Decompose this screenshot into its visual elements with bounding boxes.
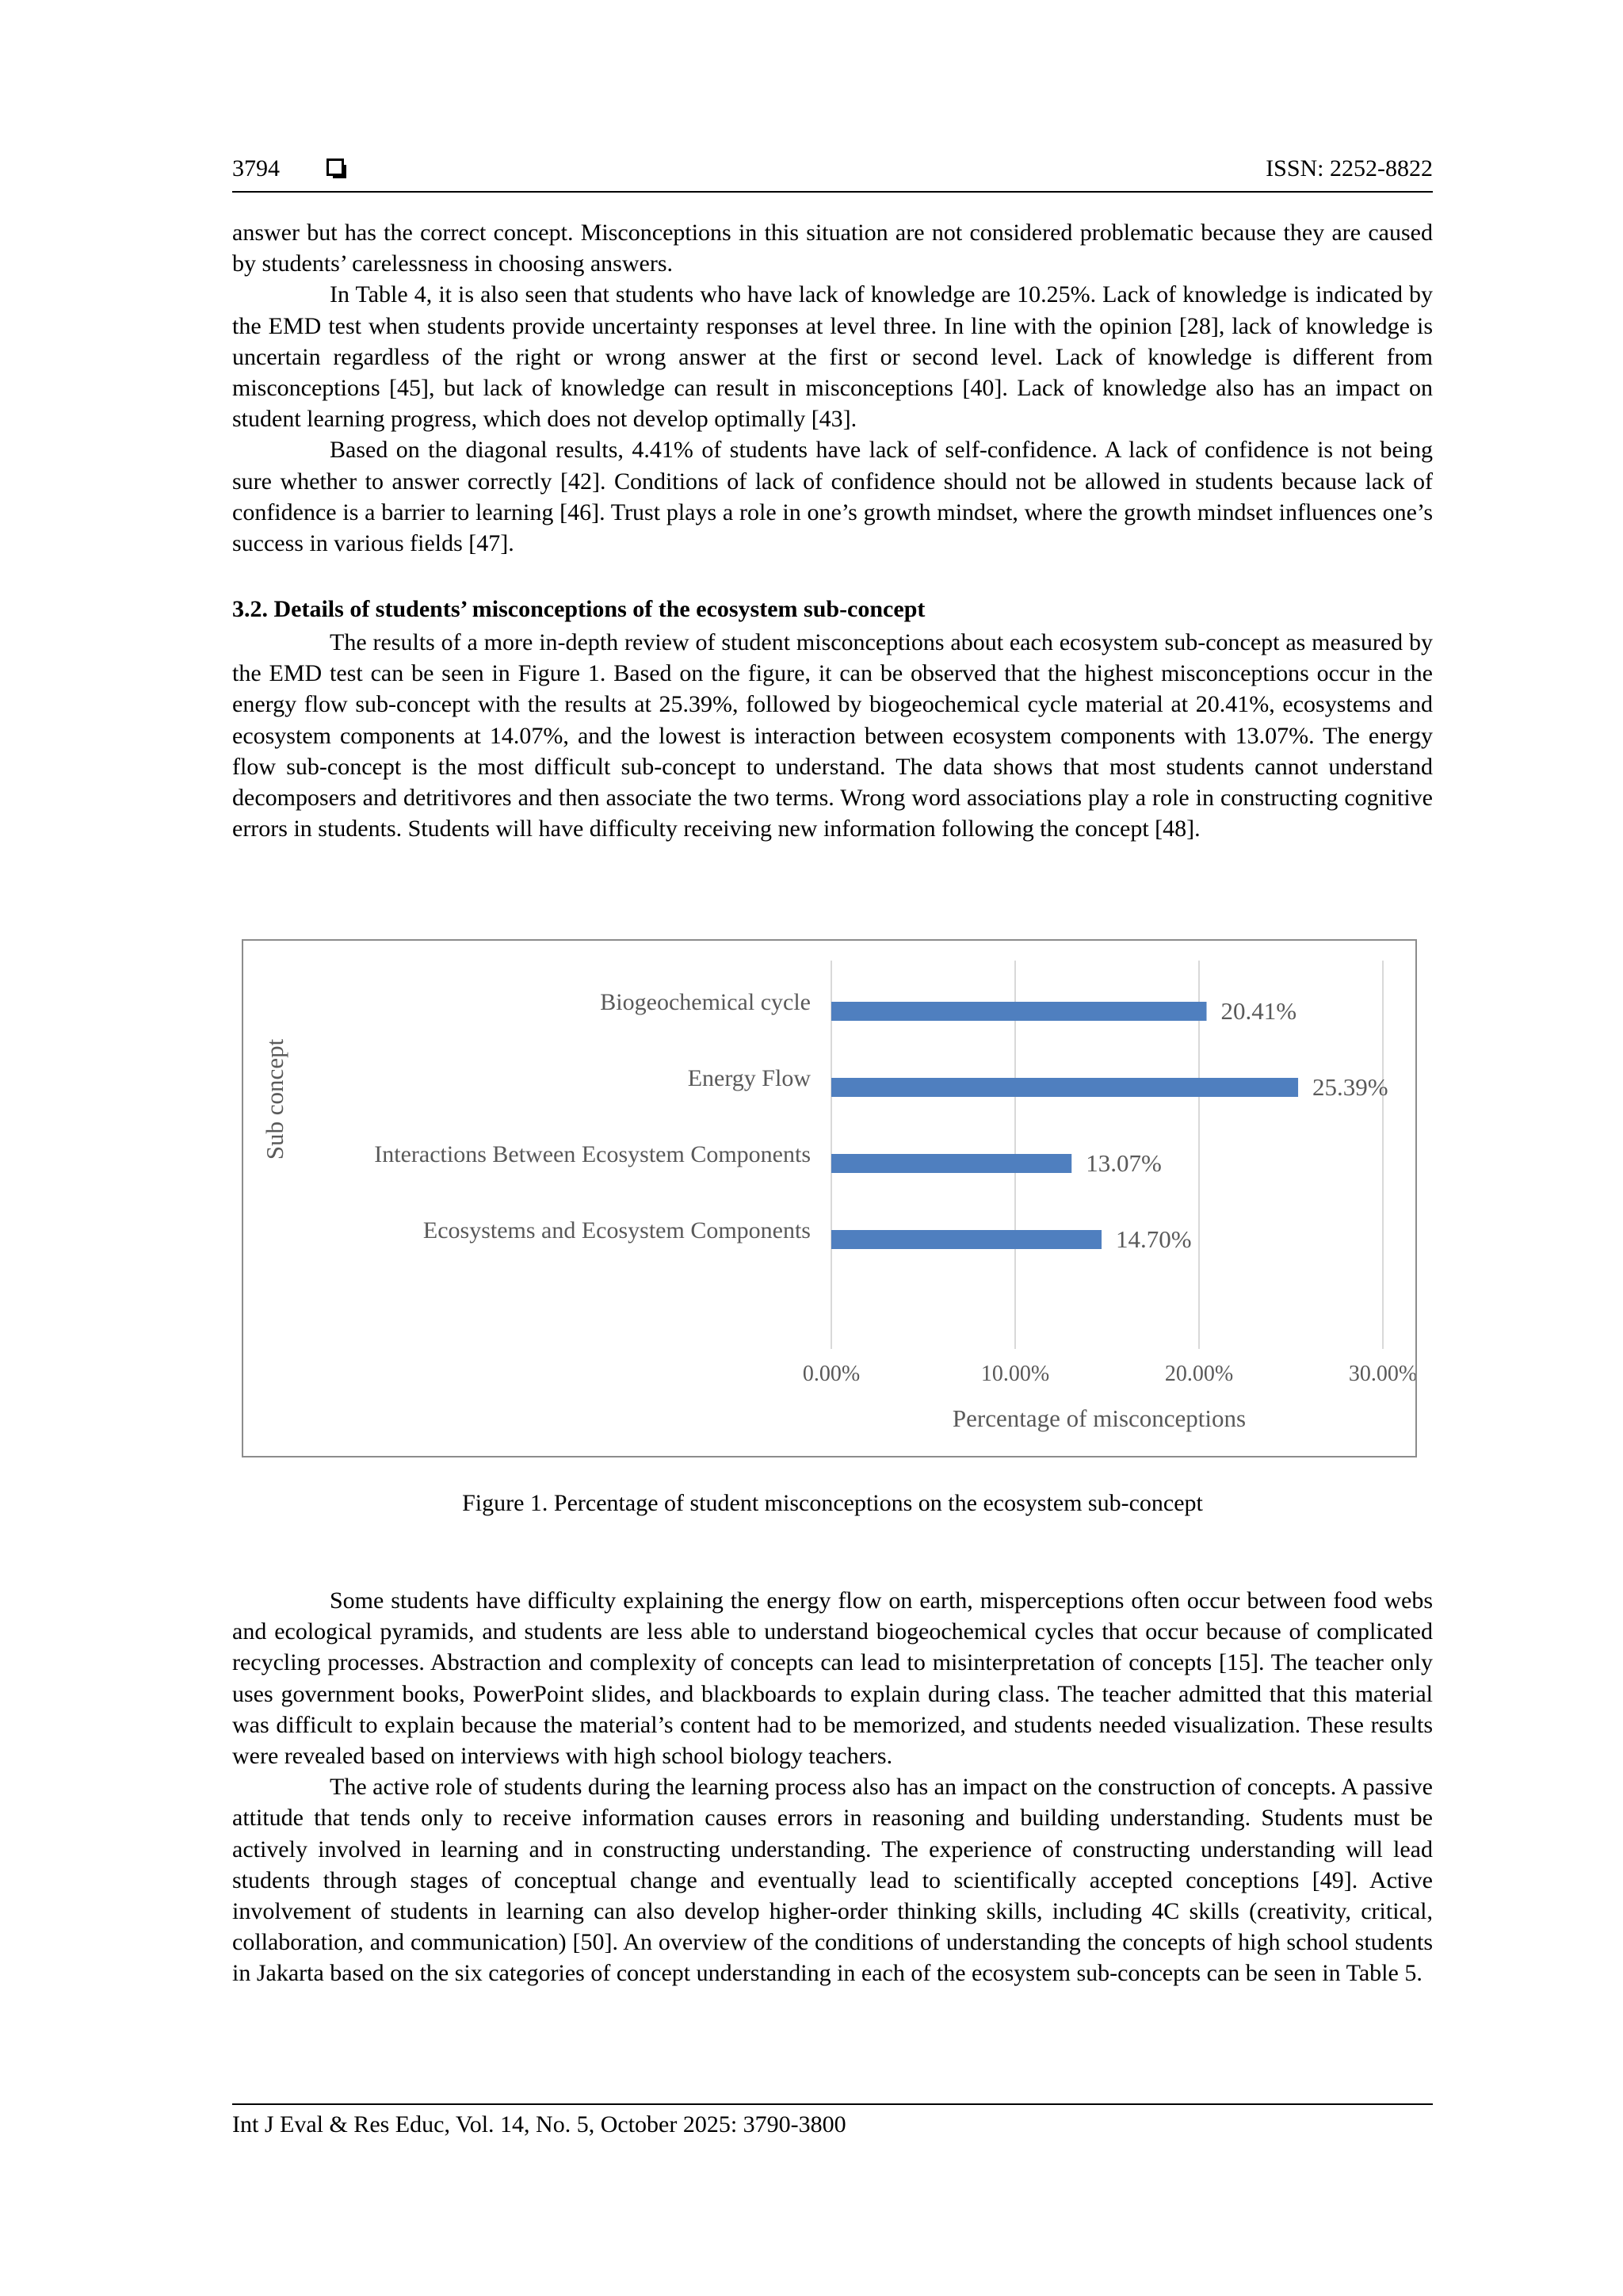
body-text-bottom	[232, 1585, 1433, 1989]
paragraph: Based on the diagonal results, 4.41% of students have lack of self-confidence. A lack of confidence is not being sure whether to answer correctly [42]. Conditions of lack of confidence should not be allowed in students because lack of confidence is a barrier to learning [46]. Trust plays a role in one’s growth mindset, where the growth mindset influences one’s success in various fields [47].	[232, 437, 1433, 557]
x-tick-label: 30.00%	[1348, 1362, 1415, 1386]
x-tick-label: 10.00%	[980, 1362, 1050, 1386]
paragraph: The active role of students during the learning process also has an impact on the construction of concepts. A passive attitude that tends only to receive information causes errors in reasoning and building understanding. Students must be actively involved in learning and in constructing understanding. The experience of constructing understanding will lead students through stages of conceptual change and eventually lead to scientifically accepted conceptions [49]. Active involvement of students in learning can also develop higher-order thinking skills, including 4C skills (creativity, critical, collaboration, and communication) [50]. An overview of the conditions of understanding the concepts of high school students in Jakarta based on the six categories of concept understanding in each of the ecosystem sub-concepts can be seen in Table 5.	[232, 1774, 1433, 1987]
body-text-top	[232, 217, 1433, 559]
category-label: Ecosystems and Ecosystem Components	[422, 1217, 811, 1244]
data-label: 13.07%	[1086, 1149, 1162, 1177]
paragraph: Some students have difficulty explaining the energy flow on earth, misperceptions often occur between food webs and ecological pyramids, and students are less able to understand biogeochemical cycles that occur because of complicated recycling processes. Abstraction and complexity of concepts can lead to misinterpretation of concepts [15]. The teacher only uses government books, PowerPoint slides, and blackboards to explain during class. The teacher admitted that this material was difficult to explain because the material’s content had to be memorized, and students needed visualization. These results were revealed based on interviews with high school biology teachers.	[232, 1587, 1433, 1770]
bar	[831, 1078, 1298, 1097]
y-axis-title: Sub concept	[261, 1038, 288, 1160]
section-heading: 3.2. Details of students’ misconceptions of the ecosystem sub-concept	[232, 596, 926, 622]
bar	[831, 1002, 1207, 1021]
category-label: Biogeochemical cycle	[600, 989, 811, 1015]
page-number: 3794	[232, 155, 280, 181]
figure-1-chart-frame	[242, 939, 1417, 1457]
category-label: Interactions Between Ecosystem Components	[374, 1141, 811, 1167]
x-axis-title: Percentage of misconceptions	[952, 1404, 1247, 1432]
data-label: 14.70%	[1116, 1225, 1192, 1253]
footer-rule	[232, 2103, 1433, 2105]
bar	[831, 1230, 1102, 1249]
footer-citation: Int J Eval & Res Educ, Vol. 14, No. 5, October 2025: 3790-3800	[232, 2111, 846, 2137]
x-tick-label: 20.00%	[1164, 1362, 1234, 1386]
category-label: Energy Flow	[687, 1065, 811, 1091]
square-bullet-icon	[327, 159, 344, 176]
section-body	[232, 627, 1433, 844]
x-tick-label: 0.00%	[802, 1362, 861, 1386]
bar	[831, 1154, 1071, 1173]
paragraph: The results of a more in-depth review of student misconceptions about each ecosystem sub-concept as measured by the EMD test can be seen in Figure 1. Based on the figure, it can be observed that the highest misconceptions occur in the energy flow sub-concept with the results at 25.39%, followed by biogeochemical cycle material at 20.41%, ecosystems and ecosystem components at 14.07%, and the lowest is interaction between ecosystem components with 13.07%. The energy flow sub-concept is the most difficult sub-concept to understand. The data shows that most students cannot understand decomposers and detritivores and then associate the two terms. Wrong word associations play a role in constructing cognitive errors in students. Students will have difficulty receiving new information following the concept [48].	[232, 629, 1433, 842]
bar-chart	[243, 941, 1415, 1456]
paragraph: In Table 4, it is also seen that students who have lack of knowledge are 10.25%. Lack of knowledge is indicated by the EMD test when students provide uncertainty responses at level three. In line with the opinion [28], lack of knowledge is uncertain regardless of the right or wrong answer at the first or second level. Lack of knowledge is different from misconceptions [45], but lack of knowledge can result in misconceptions [40]. Lack of knowledge also has an impact on student learning progress, which does not develop optimally [43].	[232, 281, 1433, 433]
data-label: 25.39%	[1312, 1073, 1388, 1101]
data-label: 20.41%	[1220, 997, 1297, 1025]
paragraph: answer but has the correct concept. Misconceptions in this situation are not considered problematic because they are caused by students’ carelessness in choosing answers.	[232, 220, 1433, 277]
journal-issn: ISSN: 2252-8822	[1266, 155, 1433, 181]
header-rule	[232, 191, 1433, 193]
figure-caption: Figure 1. Percentage of student misconceptions on the ecosystem sub-concept	[462, 1490, 1203, 1516]
